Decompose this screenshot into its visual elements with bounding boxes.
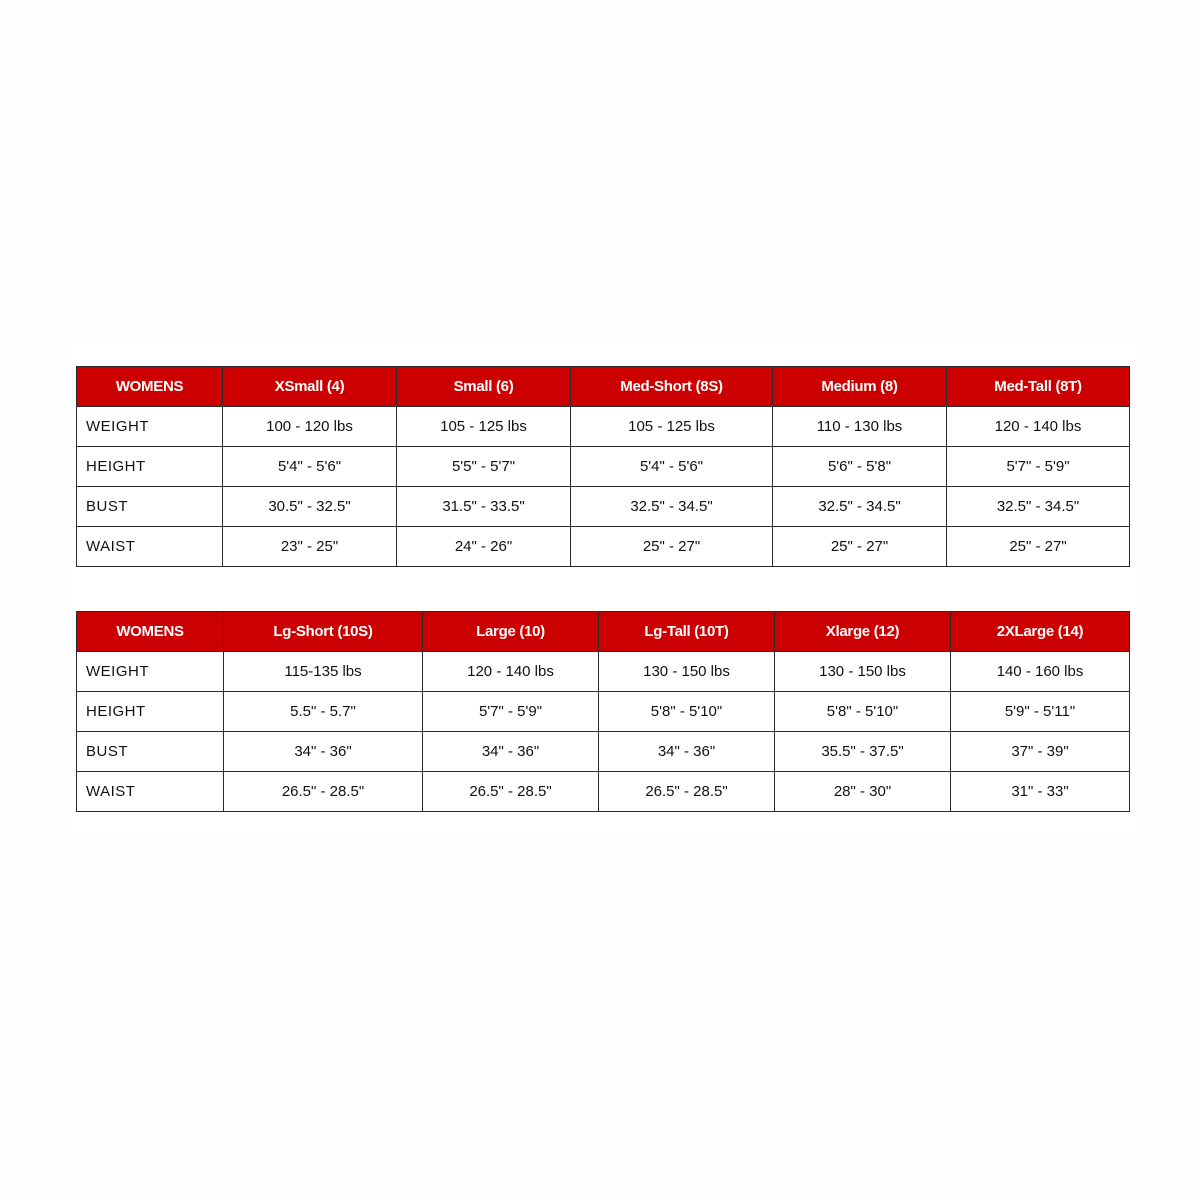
table-cell: 25" - 27": [773, 527, 947, 567]
table-cell: 110 - 130 lbs: [773, 407, 947, 447]
table-cell: 100 - 120 lbs: [223, 407, 397, 447]
table-cell: 120 - 140 lbs: [423, 652, 599, 692]
table-cell: 5'8" - 5'10": [599, 692, 775, 732]
table-cell: 28" - 30": [775, 772, 951, 812]
table-cell: 30.5" - 32.5": [223, 487, 397, 527]
table-row-bust: [77, 732, 1130, 772]
table-cell: 130 - 150 lbs: [775, 652, 951, 692]
header-cell-size: Xlarge (12): [775, 612, 951, 652]
row-label: WEIGHT: [77, 407, 223, 447]
header-cell-size: Lg-Short (10S): [224, 612, 423, 652]
table-cell: 25" - 27": [947, 527, 1130, 567]
table-cell: 120 - 140 lbs: [947, 407, 1130, 447]
header-cell-size: XSmall (4): [223, 367, 397, 407]
header-cell-womens: WOMENS: [77, 367, 223, 407]
table-cell: 115-135 lbs: [224, 652, 423, 692]
table-cell: 140 - 160 lbs: [951, 652, 1130, 692]
table-cell: 130 - 150 lbs: [599, 652, 775, 692]
table-cell: 5'8" - 5'10": [775, 692, 951, 732]
table-row-weight: [77, 407, 1130, 447]
header-cell-size: Med-Short (8S): [571, 367, 773, 407]
table-cell: 105 - 125 lbs: [571, 407, 773, 447]
row-label: WAIST: [77, 772, 224, 812]
table-cell: 32.5" - 34.5": [773, 487, 947, 527]
table-cell: 5'4" - 5'6": [223, 447, 397, 487]
table-cell: 5'7" - 5'9": [423, 692, 599, 732]
table-row-height: [77, 447, 1130, 487]
row-label: HEIGHT: [77, 447, 223, 487]
table-cell: 35.5" - 37.5": [775, 732, 951, 772]
header-cell-size: Lg-Tall (10T): [599, 612, 775, 652]
header-cell-size: Med-Tall (8T): [947, 367, 1130, 407]
table-cell: 5'7" - 5'9": [947, 447, 1130, 487]
table-cell: 34" - 36": [423, 732, 599, 772]
table-header-row: [77, 367, 1130, 407]
size-table-2: [76, 611, 1130, 812]
row-label: WAIST: [77, 527, 223, 567]
table-cell: 31.5" - 33.5": [397, 487, 571, 527]
table-cell: 26.5" - 28.5": [599, 772, 775, 812]
table-row-waist: [77, 527, 1130, 567]
table-cell: 5.5" - 5.7": [224, 692, 423, 732]
table-row-weight: [77, 652, 1130, 692]
table-cell: 5'5" - 5'7": [397, 447, 571, 487]
table-row-bust: [77, 487, 1130, 527]
table-cell: 25" - 27": [571, 527, 773, 567]
table-cell: 32.5" - 34.5": [947, 487, 1130, 527]
table-cell: 34" - 36": [224, 732, 423, 772]
row-label: HEIGHT: [77, 692, 224, 732]
row-label: WEIGHT: [77, 652, 224, 692]
table-cell: 37" - 39": [951, 732, 1130, 772]
table-row-waist: [77, 772, 1130, 812]
row-label: BUST: [77, 487, 223, 527]
table-cell: 23" - 25": [223, 527, 397, 567]
table-cell: 31" - 33": [951, 772, 1130, 812]
header-cell-size: Medium (8): [773, 367, 947, 407]
header-cell-womens: WOMENS: [77, 612, 224, 652]
table-row-height: [77, 692, 1130, 732]
size-table-1: [76, 366, 1130, 567]
table-cell: 5'6" - 5'8": [773, 447, 947, 487]
header-cell-size: Large (10): [423, 612, 599, 652]
table-cell: 5'9" - 5'11": [951, 692, 1130, 732]
table-cell: 5'4" - 5'6": [571, 447, 773, 487]
table-cell: 26.5" - 28.5": [423, 772, 599, 812]
table-cell: 24" - 26": [397, 527, 571, 567]
table-header-row: [77, 612, 1130, 652]
table-cell: 34" - 36": [599, 732, 775, 772]
table-cell: 105 - 125 lbs: [397, 407, 571, 447]
table-cell: 32.5" - 34.5": [571, 487, 773, 527]
row-label: BUST: [77, 732, 224, 772]
table-cell: 26.5" - 28.5": [224, 772, 423, 812]
header-cell-size: Small (6): [397, 367, 571, 407]
header-cell-size: 2XLarge (14): [951, 612, 1130, 652]
